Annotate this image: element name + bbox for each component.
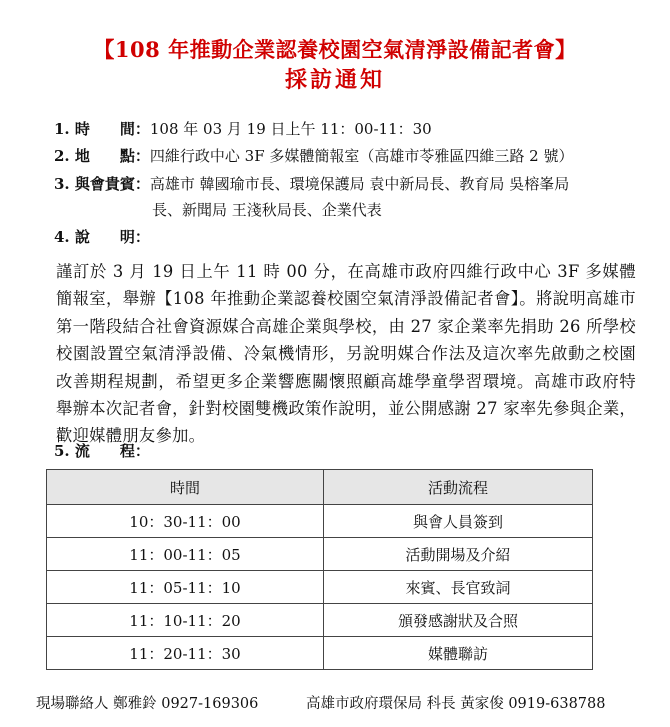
time-label: 1. 時 間： <box>54 120 150 138</box>
place-value: 四維行政中心 3F 多媒體簡報室（高雄市苓雅區四維三路 2 號） <box>149 147 574 165</box>
row-activity: 活動開場及介紹 <box>324 538 593 571</box>
schedule-table <box>46 469 593 670</box>
footer-contact-1: 現場聯絡人 鄭雅鈴 0927-169306 <box>36 696 259 712</box>
row-time: 11：05-11：10 <box>47 571 324 604</box>
table-row <box>47 637 593 670</box>
title-line-1: 【108 年推動企業認養校園空氣清淨設備記者會】 <box>93 37 577 62</box>
guests-row <box>54 172 569 196</box>
row-time: 11：00-11：05 <box>47 538 324 571</box>
table-row <box>47 571 593 604</box>
row-activity: 來賓、長官致詞 <box>324 571 593 604</box>
time-row <box>54 117 432 141</box>
title-line-2: 採訪通知 <box>284 67 385 93</box>
row-activity: 頒發感謝狀及合照 <box>324 604 593 637</box>
time-value: 108 年 03 月 19 日上午 11：00-11：30 <box>149 120 432 138</box>
row-time: 10：30-11：00 <box>47 505 324 538</box>
row-activity: 媒體聯訪 <box>324 637 593 670</box>
guests-label: 3. 與會貴賓： <box>54 175 150 193</box>
table-row <box>47 505 593 538</box>
header-time: 時間 <box>47 470 324 505</box>
row-activity: 與會人員簽到 <box>324 505 593 538</box>
footer-contact-2: 高雄市政府環保局 科長 黃家俊 0919-638788 <box>306 696 606 712</box>
flow-label: 5. 流 程： <box>54 442 150 460</box>
table-header-row <box>47 470 593 505</box>
place-label: 2. 地 點： <box>54 147 150 165</box>
table-row <box>47 538 593 571</box>
description-label: 4. 說 明： <box>54 228 150 246</box>
description-row <box>54 225 150 249</box>
row-time: 11：20-11：30 <box>47 637 324 670</box>
flow-row <box>54 439 150 463</box>
place-row <box>54 144 573 168</box>
guests-value-line-1: 高雄市 韓國瑜市長、環境保護局 袁中新局長、教育局 吳榕峯局 <box>149 175 570 193</box>
guests-value-line-2: 長、新聞局 王淺秋局長、企業代表 <box>152 201 382 219</box>
row-time: 11：10-11：20 <box>47 604 324 637</box>
description-text: 謹訂於 3 月 19 日上午 11 時 00 分，在高雄市政府四維行政中心 3F 多媒體簡報室，舉辦【108 年推動企業認養校園空氣清淨設備記者會】。將說明高雄市第一階段結合社會資源媒合高雄企業與學校，由 27 家企業率先捐助 26 所學校校園設置空氣清淨設備、冷氣機情形，另說明媒合作法及這次率先啟動之校園改善期程規劃，希望更多企業響應關懷照顧高雄學童學習環境。高雄市政府特舉辦本次記者會，針對校園雙機政策作說明，並公開感謝 27 家率先參與企業，歡迎媒體朋友參加。 <box>56 262 636 446</box>
header-activity: 活動流程 <box>324 470 593 505</box>
table-row <box>47 604 593 637</box>
